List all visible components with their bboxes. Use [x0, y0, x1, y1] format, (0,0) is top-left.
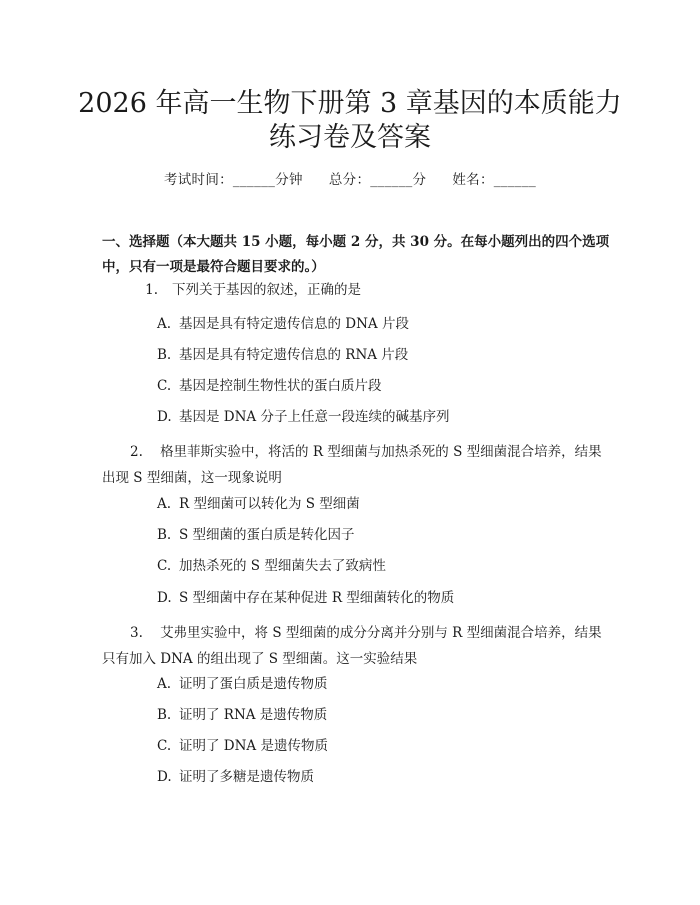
option-label: D.: [157, 409, 172, 425]
option-label: B.: [157, 527, 172, 543]
option-1a: [157, 314, 409, 334]
option-2d: [157, 588, 454, 608]
option-label: A.: [157, 676, 172, 692]
option-3d: [157, 767, 314, 787]
option-text: 证明了蛋白质是遗传物质: [179, 676, 328, 692]
option-label: B.: [157, 707, 172, 723]
option-3c: [157, 736, 328, 756]
student-name-label: 姓名：______: [452, 172, 537, 188]
option-label: C.: [157, 738, 172, 754]
option-2c: [157, 556, 386, 576]
question-number: 1.: [145, 282, 158, 298]
option-text: 基因是具有特定遗传信息的 RNA 片段: [179, 347, 409, 363]
option-label: C.: [157, 558, 172, 574]
option-text: S 型细菌中存在某种促进 R 型细菌转化的物质: [179, 590, 455, 606]
option-text: R 型细菌可以转化为 S 型细菌: [179, 496, 360, 512]
option-text: 证明了 RNA 是遗传物质: [179, 707, 328, 723]
option-1c: [157, 376, 382, 396]
option-text: 证明了 DNA 是遗传物质: [179, 738, 328, 754]
question-1: [102, 277, 614, 303]
option-label: B.: [157, 347, 172, 363]
section-heading: 一、选择题（本大题共 15 小题，每小题 2 分，共 30 分。在每小题列出的四个选项中，只有一项是最符合题目要求的。）: [102, 234, 610, 275]
option-text: 基因是控制生物性状的蛋白质片段: [179, 378, 382, 394]
option-label: C.: [157, 378, 172, 394]
option-label: A.: [157, 496, 172, 512]
question-text: 格里菲斯实验中，将活的 R 型细菌与加热杀死的 S 型细菌混合培养，结果出现 S 型细菌，这一现象说明: [102, 444, 602, 486]
option-text: S 型细菌的蛋白质是转化因子: [179, 527, 355, 543]
option-1d: [157, 407, 449, 427]
question-number: 2.: [130, 444, 143, 460]
option-text: 基因是具有特定遗传信息的 DNA 片段: [179, 316, 409, 332]
option-label: D.: [157, 769, 172, 785]
question-number: 3.: [130, 625, 143, 641]
option-text: 加热杀死的 S 型细菌失去了致病性: [179, 558, 386, 574]
option-label: D.: [157, 590, 172, 606]
question-text: 下列关于基因的叙述，正确的是: [172, 282, 361, 298]
exam-info: [0, 168, 700, 188]
option-2b: [157, 525, 355, 545]
question-3: [102, 620, 614, 672]
option-text: 证明了多糖是遗传物质: [179, 769, 314, 785]
option-3b: [157, 705, 327, 725]
page-title-line1: 2026 年高一生物下册第 3 章基因的本质能力: [78, 88, 622, 119]
question-2: [102, 439, 614, 491]
exam-time-label: 考试时间：______分钟: [163, 172, 303, 188]
option-1b: [157, 345, 408, 365]
question-text: 艾弗里实验中，将 S 型细菌的成分分离并分别与 R 型细菌混合培养，结果只有加入 DNA 的组出现了 S 型细菌。这一实验结果: [102, 625, 602, 667]
total-score-label: 总分：______分: [328, 172, 427, 188]
page-title-line2: 练习卷及答案: [269, 122, 431, 153]
option-2a: [157, 494, 360, 514]
option-text: 基因是 DNA 分子上任意一段连续的碱基序列: [179, 409, 450, 425]
option-3a: [157, 674, 328, 694]
option-label: A.: [157, 316, 172, 332]
